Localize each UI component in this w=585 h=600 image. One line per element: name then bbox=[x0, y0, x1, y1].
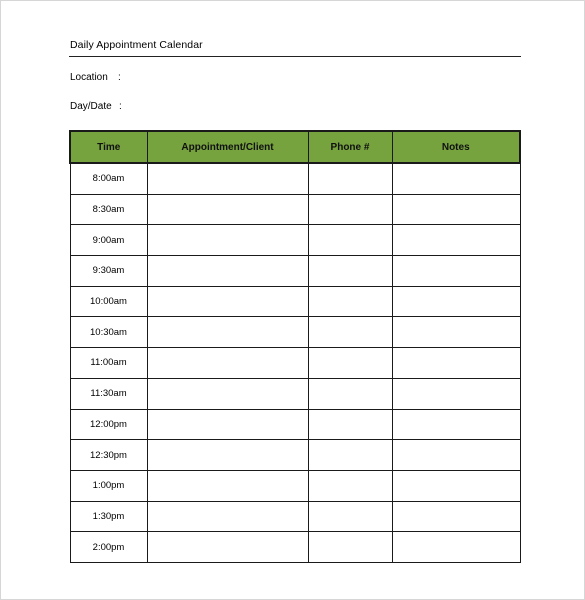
notes-cell[interactable] bbox=[392, 163, 520, 194]
table-row bbox=[70, 532, 520, 563]
table-header bbox=[70, 131, 520, 163]
table-row bbox=[70, 378, 520, 409]
appointment-client-cell[interactable] bbox=[147, 163, 308, 194]
time-cell: 11:30am bbox=[70, 378, 147, 409]
notes-cell[interactable] bbox=[392, 532, 520, 563]
appointment-client-cell[interactable] bbox=[147, 532, 308, 563]
appointment-client-cell[interactable] bbox=[147, 348, 308, 379]
appointment-client-cell[interactable] bbox=[147, 225, 308, 256]
daydate-field bbox=[69, 99, 521, 115]
table-row bbox=[70, 348, 520, 379]
table-row bbox=[70, 163, 520, 194]
phone-cell[interactable] bbox=[308, 317, 392, 348]
phone-cell[interactable] bbox=[308, 286, 392, 317]
table-row bbox=[70, 194, 520, 225]
daydate-label: Day/Date bbox=[70, 101, 112, 112]
notes-cell[interactable] bbox=[392, 470, 520, 501]
document-body bbox=[69, 37, 521, 553]
notes-cell[interactable] bbox=[392, 378, 520, 409]
document-title: Daily Appointment Calendar bbox=[70, 39, 203, 51]
notes-cell[interactable] bbox=[392, 409, 520, 440]
phone-cell[interactable] bbox=[308, 501, 392, 532]
appointment-client-cell[interactable] bbox=[147, 501, 308, 532]
phone-cell[interactable] bbox=[308, 440, 392, 471]
header-notes: Notes bbox=[392, 131, 520, 163]
appointment-client-cell[interactable] bbox=[147, 286, 308, 317]
notes-cell[interactable] bbox=[392, 194, 520, 225]
notes-cell[interactable] bbox=[392, 286, 520, 317]
time-cell: 12:00pm bbox=[70, 409, 147, 440]
time-cell: 10:00am bbox=[70, 286, 147, 317]
phone-cell[interactable] bbox=[308, 470, 392, 501]
title-underline bbox=[69, 56, 521, 57]
table-body bbox=[70, 163, 520, 562]
time-cell: 1:30pm bbox=[70, 501, 147, 532]
time-cell: 10:30am bbox=[70, 317, 147, 348]
table-row bbox=[70, 501, 520, 532]
time-cell: 2:00pm bbox=[70, 532, 147, 563]
table-row bbox=[70, 409, 520, 440]
time-cell: 12:30pm bbox=[70, 440, 147, 471]
phone-cell[interactable] bbox=[308, 194, 392, 225]
location-colon: : bbox=[118, 72, 121, 83]
location-label: Location bbox=[70, 72, 108, 83]
table-row bbox=[70, 286, 520, 317]
table-row bbox=[70, 440, 520, 471]
appointment-client-cell[interactable] bbox=[147, 409, 308, 440]
phone-cell[interactable] bbox=[308, 163, 392, 194]
table-row bbox=[70, 256, 520, 287]
time-cell: 11:00am bbox=[70, 348, 147, 379]
appointment-client-cell[interactable] bbox=[147, 440, 308, 471]
time-cell: 8:30am bbox=[70, 194, 147, 225]
appointment-table bbox=[69, 130, 521, 563]
notes-cell[interactable] bbox=[392, 225, 520, 256]
header-time: Time bbox=[70, 131, 147, 163]
notes-cell[interactable] bbox=[392, 348, 520, 379]
phone-cell[interactable] bbox=[308, 378, 392, 409]
time-cell: 8:00am bbox=[70, 163, 147, 194]
appointment-client-cell[interactable] bbox=[147, 378, 308, 409]
phone-cell[interactable] bbox=[308, 225, 392, 256]
phone-cell[interactable] bbox=[308, 348, 392, 379]
header-phone: Phone # bbox=[308, 131, 392, 163]
phone-cell[interactable] bbox=[308, 532, 392, 563]
header-appointment-client: Appointment/Client bbox=[147, 131, 308, 163]
appointment-client-cell[interactable] bbox=[147, 194, 308, 225]
appointment-client-cell[interactable] bbox=[147, 470, 308, 501]
phone-cell[interactable] bbox=[308, 256, 392, 287]
location-field bbox=[69, 70, 521, 86]
time-cell: 9:00am bbox=[70, 225, 147, 256]
appointment-client-cell[interactable] bbox=[147, 317, 308, 348]
appointment-client-cell[interactable] bbox=[147, 256, 308, 287]
phone-cell[interactable] bbox=[308, 409, 392, 440]
time-cell: 1:00pm bbox=[70, 470, 147, 501]
table-row bbox=[70, 470, 520, 501]
table-row bbox=[70, 317, 520, 348]
notes-cell[interactable] bbox=[392, 501, 520, 532]
table-row bbox=[70, 225, 520, 256]
notes-cell[interactable] bbox=[392, 440, 520, 471]
notes-cell[interactable] bbox=[392, 256, 520, 287]
daydate-colon: : bbox=[119, 101, 122, 112]
header-row bbox=[70, 131, 520, 163]
notes-cell[interactable] bbox=[392, 317, 520, 348]
time-cell: 9:30am bbox=[70, 256, 147, 287]
